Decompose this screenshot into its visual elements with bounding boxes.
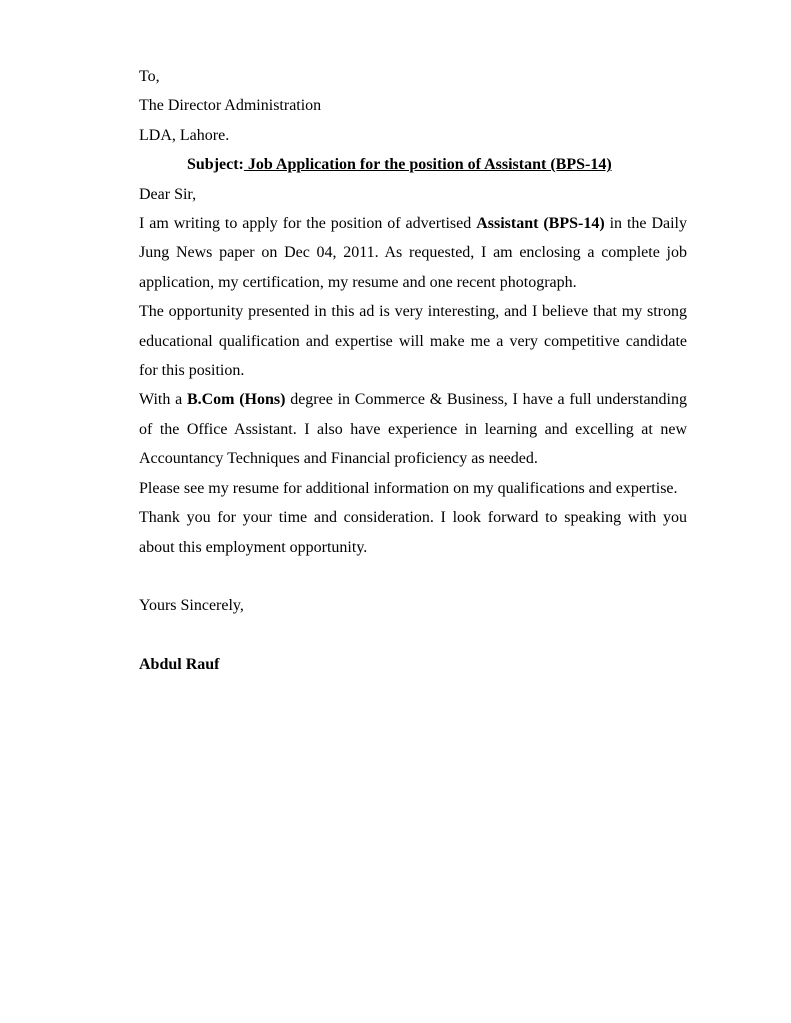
paragraph-2: The opportunity presented in this ad is very interesting, and I believe that my strong educational qualification and expertise will make me a very competitive candidate for this position. [139,303,687,380]
address-recipient: The Director Administration [139,97,322,115]
paragraph-5: Thank you for your time and consideration. I look forward to speaking with you about this employment opportunity. [139,509,687,556]
paragraph-1 [139,209,687,297]
paragraph-4: Please see my resume for additional information on my qualifications and expertise. [139,479,678,497]
paragraph-3-part-c: degree in Commerce & Business, I have a full understanding of the Office Assistant. I also have experience in learning and excelling at new Accountancy Techniques and Financial proficiency as needed. [139,391,688,468]
position-title: Assistant (BPS-14) [476,215,605,233]
subject-line [139,150,687,179]
salutation: Dear Sir, [139,185,197,203]
paragraph-1-part-c: in the Daily Jung News paper on Dec 04, 2011. As requested, I am enclosing a complete job application, my certification, my resume and one recent photograph. [139,215,688,291]
subject-text: Job Application for the position of Assistant (BPS-14) [243,156,612,174]
signature: Abdul Rauf [139,656,220,674]
paragraph-1-part-a: I am writing to apply for the position of advertised [139,215,477,233]
spacer [139,621,687,650]
closing: Yours Sincerely, [139,597,244,615]
subject-label: Subject: [187,156,244,174]
address-to: To, [139,68,160,85]
address-location: LDA, Lahore. [139,126,230,144]
paragraph-3 [139,385,687,473]
letter-body [139,62,687,680]
degree-title: B.Com (Hons) [186,391,286,409]
paragraph-3-part-a: With a [139,391,187,409]
spacer [139,562,687,591]
